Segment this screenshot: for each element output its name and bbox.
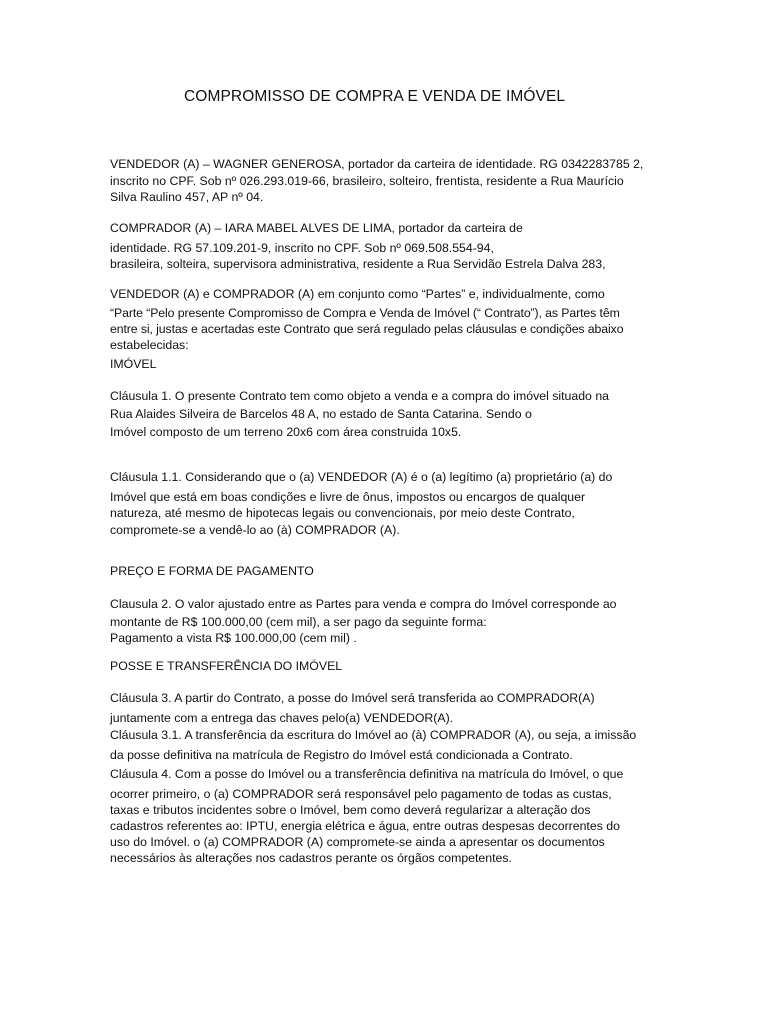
clausula-3-line-2: juntamente com a entrega das chaves pelo(a) VENDEDOR(A). (110, 711, 454, 725)
vendedor-line-1: VENDEDOR (A) – WAGNER GENEROSA, portador da carteira de identidade. RG 0342283785 2, (110, 157, 644, 171)
section-heading-preco: PREÇO E FORMA DE PAGAMENTO (110, 564, 314, 578)
clausula-1-line-1: Cláusula 1. O presente Contrato tem como objeto a venda e a compra do imóvel situado na (110, 389, 609, 403)
partes-line-2: “Parte “Pelo presente Compromisso de Compra e Venda de Imóvel (“ Contrato”), as Partes têm (110, 306, 620, 320)
section-heading-posse: POSSE E TRANSFERÊNCIA DO IMÓVEL (110, 659, 343, 673)
clausula-4-line-6: necessários às alterações nos cadastros perante os órgãos competentes. (110, 851, 512, 865)
comprador-line-3: brasileira, solteira, supervisora administrativa, residente a Rua Servidão Estrela Dalva 283, (110, 257, 606, 271)
clausula-4-line-5: uso do Imóvel. o (a) COMPRADOR (A) compromete-se ainda a apresentar os documentos (110, 835, 605, 849)
comprador-line-2: identidade. RG 57.109.201-9, inscrito no CPF. Sob nº 069.508.554-94, (110, 241, 494, 255)
clausula-4-line-4: cadastros referentes ao: IPTU, energia elétrica e água, entre outras despesas decorrentes do (110, 819, 620, 833)
partes-line-4: estabelecidas: (110, 338, 189, 352)
clausula-1-1-line-2: Imóvel que está em boas condições e livre de ônus, impostos ou encargos de qualquer (110, 490, 586, 504)
clausula-1-1-line-4: compromete-se a vendê-lo ao (à) COMPRADOR (A). (110, 523, 400, 537)
clausula-4-line-1: Cláusula 4. Com a posse do Imóvel ou a transferência definitiva na matrícula do Imóvel, o que (110, 767, 624, 781)
clausula-1-line-2: Rua Alaides Silveira de Barcelos 48 A, no estado de Santa Catarina. Sendo o (110, 407, 532, 421)
clausula-4-line-2: ocorrer primeiro, o (a) COMPRADOR será responsável pelo pagamento de todas as custas, (110, 787, 612, 801)
clausula-2-line-1: Clausula 2. O valor ajustado entre as Partes para venda e compra do Imóvel corresponde ao (110, 597, 617, 611)
partes-line-1: VENDEDOR (A) e COMPRADOR (A) em conjunto como “Partes” e, individualmente, como (110, 287, 605, 301)
vendedor-line-3: Silva Raulino 457, AP nº 04. (110, 190, 264, 204)
clausula-2-line-2: montante de R$ 100.000,00 (cem mil), a ser pago da seguinte forma: (110, 615, 487, 629)
clausula-3-1-line-2: da posse definitiva na matrícula de Registro do Imóvel está condicionada a Contrato. (110, 748, 573, 762)
document-title: COMPROMISSO DE COMPRA E VENDA DE IMÓVEL (184, 88, 566, 105)
clausula-1-1-line-1: Cláusula 1.1. Considerando que o (a) VENDEDOR (A) é o (a) legítimo (a) proprietário (a) do (110, 470, 613, 484)
clausula-2-line-3: Pagamento a vista R$ 100.000,00 (cem mil) . (110, 631, 357, 645)
clausula-3-line-1: Cláusula 3. A partir do Contrato, a posse do Imóvel será transferida ao COMPRADOR(A) (110, 691, 595, 705)
clausula-3-1-line-1: Cláusula 3.1. A transferência da escritura do Imóvel ao (à) COMPRADOR (A), ou seja, a imissão (110, 728, 637, 742)
clausula-1-1-line-3: natureza, até mesmo de hipotecas legais ou convencionais, por meio deste Contrato, (110, 506, 575, 520)
section-heading-imovel: IMÓVEL (110, 357, 157, 371)
clausula-4-line-3: taxas e tributos incidentes sobre o Imóvel, bem como deverá regularizar a alteração dos (110, 803, 591, 817)
clausula-1-line-3: Imóvel composto de um terreno 20x6 com área construida 10x5. (110, 425, 462, 439)
partes-line-3: entre si, justas e acertadas este Contrato que será regulado pelas cláusulas e condições abaixo (110, 322, 624, 336)
vendedor-line-2: inscrito no CPF. Sob nº 026.293.019-66, brasileiro, solteiro, frentista, residente a Rua Maurício (110, 174, 624, 188)
comprador-line-1: COMPRADOR (A) – IARA MABEL ALVES DE LIMA, portador da carteira de (110, 221, 523, 235)
